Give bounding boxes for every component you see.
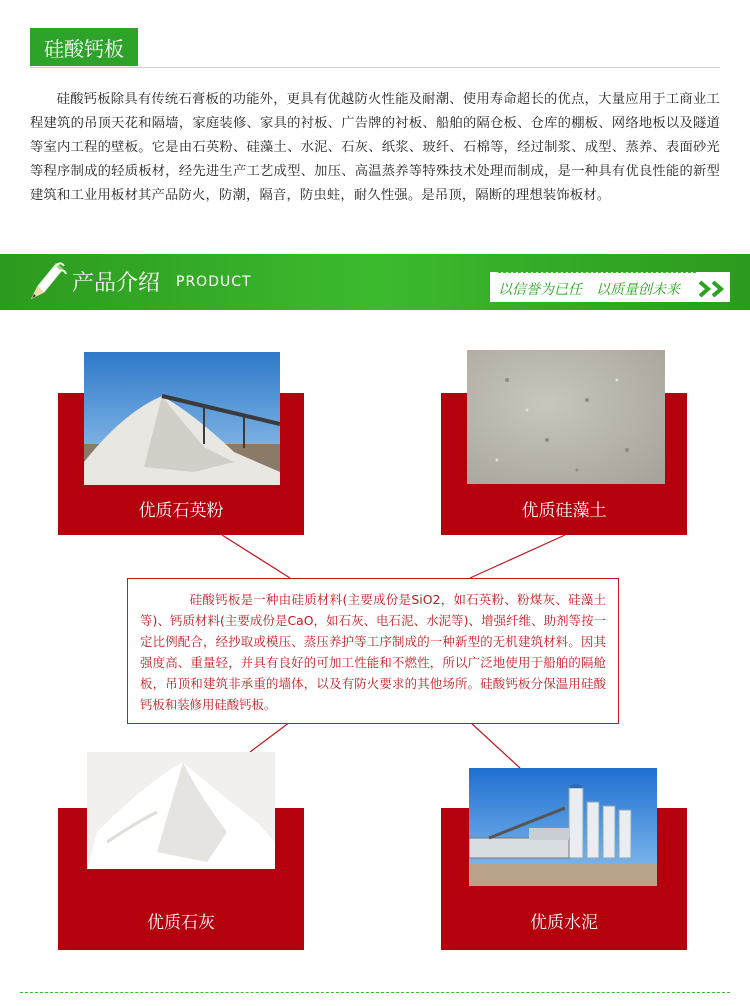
banner-subtitle: PRODUCT — [176, 274, 252, 290]
description-text: 硅酸钙板是一种由硅质材料(主要成份是SiO2，如石英粉、粉煤灰、硅藻土等)、钙质材料(主要成份是CaO，如石灰、电石泥、水泥等)、增强纤维、助剂等按一定比例配合，经抄取或模压、蒸压养护等工序制成的一种新型的无机建筑材料。因其强度高、重量轻，并具有良好的可加工性能和不燃性，所以广泛地使用于船舶的隔舱板，吊顶和建筑非承重的墙体，以及有防火要求的其他场所。硅酸钙板分保温用硅酸钙板和装修用硅酸钙板。 — [140, 592, 606, 712]
material-label: 优质水泥 — [530, 913, 598, 933]
slogan-text: 以信誉为已任 以质量创未来 — [498, 282, 680, 298]
cement-plant-photo — [469, 768, 657, 886]
section-title: 硅酸钙板 — [30, 28, 138, 66]
intro-paragraph: 硅酸钙板除具有传统石膏板的功能外，更具有优越防火性能及耐潮、使用寿命超长的优点，大量应用于工商业工程建筑的吊顶天花和隔墙，家庭装修、家具的衬板、广告牌的衬板、船舶的隔仓板、仓库的棚板、网络地板以及隧道等室内工程的壁板。它是由石英粉、硅藻土、水泥、石灰、纸浆、玻纤、石棉等，经过制浆、成型、蒸养、表面砂光等程序制成的轻质板材，经先进生产工艺成型、加压、高温蒸养等特殊技术处理而制成，是一种具有优良性能的新型建筑和工业用板材其产品防火，防潮，隔音，防虫蛀，耐久性强。是吊顶，隔断的理想装饰板材。 — [30, 92, 720, 203]
material-label: 优质石英粉 — [138, 501, 224, 521]
material-label: 优质石灰 — [147, 913, 215, 933]
material-label: 优质硅藻土 — [521, 501, 607, 521]
lime-powder-photo — [87, 752, 275, 869]
bottom-divider — [20, 992, 730, 993]
banner-title: 产品介绍 — [72, 271, 161, 296]
quartz-sand-photo — [84, 352, 280, 485]
diatomite-photo — [467, 350, 665, 484]
description-box — [127, 578, 619, 724]
